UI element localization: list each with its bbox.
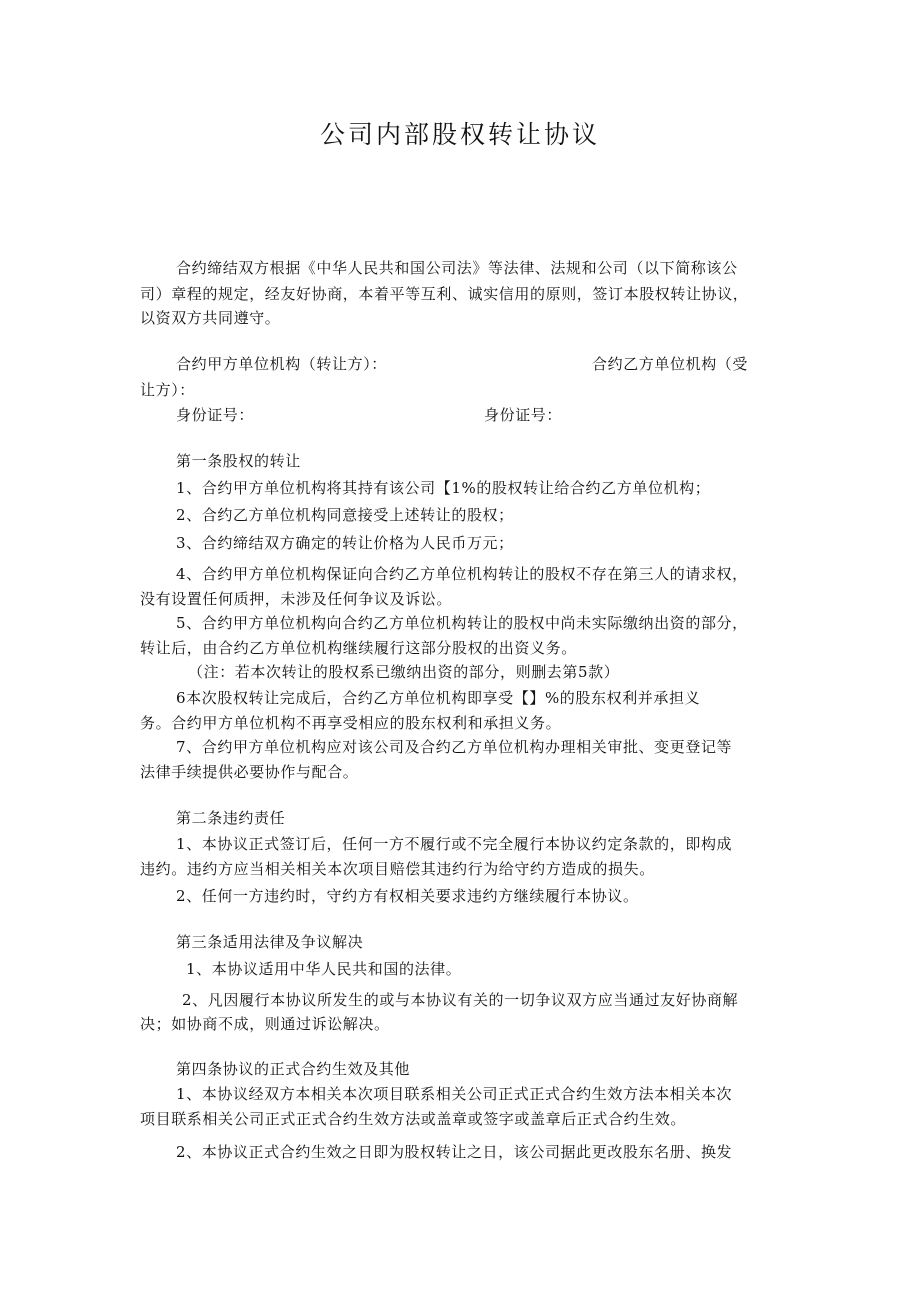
article-line: 2、本协议正式合约生效之日即为股权转让之日，该公司据此更改股东名册、换发	[176, 1143, 733, 1161]
article-line: 2、任何一方违约时，守约方有权相关要求违约方继续履行本协议。	[176, 887, 639, 905]
article-heading: 第三条适用法律及争议解决	[176, 933, 364, 951]
article-heading: 第一条股权的转让	[176, 452, 301, 470]
article-line: 1、本协议正式签订后，任何一方不履行或不完全履行本协议约定条款的，即构成	[176, 835, 733, 853]
party-a-id-label: 身份证号：	[176, 406, 255, 424]
party-a-label: 合约甲方单位机构（转让方）：	[176, 355, 387, 373]
article-line: 法律手续提供必要协作与配合。	[140, 763, 359, 781]
party-b-label-cont: 让方）：	[140, 381, 195, 399]
article-line: 4、合约甲方单位机构保证向合约乙方单位机构转让的股权不存在第三人的请求权，	[176, 565, 748, 583]
article-line: 1、本协议经双方本相关本次项目联系相关公司正式正式合约生效方法本相关本次	[176, 1085, 733, 1103]
preamble-line: 合约缔结双方根据《中华人民共和国公司法》等法律、法规和公司（以下简称该公	[176, 259, 738, 277]
article-heading: 第四条协议的正式合约生效及其他	[176, 1060, 411, 1078]
preamble-line: 以资双方共同遵守。	[140, 309, 281, 327]
party-b-label: 合约乙方单位机构（受	[592, 355, 749, 373]
article-line: 务。合约甲方单位机构不再享受相应的股东权利和承担义务。	[140, 714, 562, 732]
article-note: （注：若本次转让的股权系已缴纳出资的部分，则删去第5款）	[188, 663, 620, 681]
article-line: 转让后，由合约乙方单位机构继续履行这部分股权的出资义务。	[140, 639, 577, 657]
preamble-line: 司）章程的规定，经友好协商，本着平等互利、诚实信用的原则，签订本股权转让协议，	[140, 285, 749, 303]
article-line: 项目联系相关公司正式正式合约生效方法或盖章或签字或盖章后正式合约生效。	[140, 1110, 687, 1128]
article-line: 6本次股权转让完成后，合约乙方单位机构即享受【】%的股东权利并承担义	[176, 689, 701, 707]
article-line: 1、合约甲方单位机构将其持有该公司【1%的股权转让给合约乙方单位机构；	[176, 479, 711, 497]
article-line: 3、合约缔结双方确定的转让价格为人民币万元；	[176, 534, 514, 552]
document-title: 公司内部股权转让协议	[319, 120, 600, 149]
article-line: 5、合约甲方单位机构向合约乙方单位机构转让的股权中尚未实际缴纳出资的部分，	[176, 614, 748, 632]
party-b-id-label: 身份证号：	[484, 406, 563, 424]
article-line: 违约。违约方应当相关相关本次项目赔偿其违约行为给守约方造成的损失。	[140, 860, 655, 878]
article-line: 2、合约乙方单位机构同意接受上述转让的股权；	[176, 506, 514, 524]
article-line: 7、合约甲方单位机构应对该公司及合约乙方单位机构办理相关审批、变更登记等	[176, 738, 733, 756]
article-line: 1、本协议适用中华人民共和国的法律。	[186, 960, 462, 978]
article-line: 2、凡因履行本协议所发生的或与本协议有关的一切争议双方应当通过友好协商解	[182, 991, 739, 1009]
article-heading: 第二条违约责任	[176, 809, 286, 827]
article-line: 没有设置任何质押，未涉及任何争议及诉讼。	[140, 590, 453, 608]
article-line: 决；如协商不成，则通过诉讼解决。	[140, 1015, 390, 1033]
